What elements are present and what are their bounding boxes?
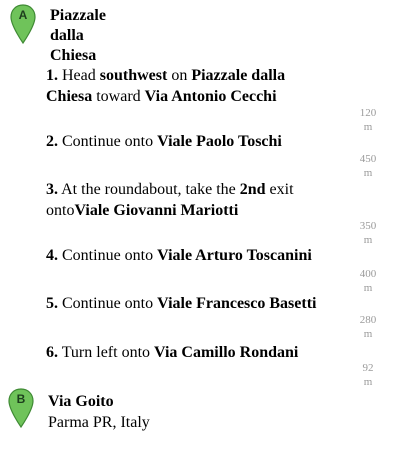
end-location-address: Parma PR, Italy (48, 414, 150, 431)
step-number: 5. (46, 295, 58, 312)
start-name-line: dalla (50, 27, 84, 44)
step-text: exit (265, 181, 294, 198)
distance-value: 120 (359, 107, 377, 119)
start-name-line: Piazzale (50, 7, 106, 24)
direction-step-2 (46, 131, 346, 152)
step-text: Continue onto (58, 295, 158, 312)
step-exit: 2nd (239, 181, 266, 198)
end-marker-letter: B (16, 392, 26, 406)
distance-value: 92 (362, 362, 374, 374)
direction-step-4 (46, 245, 346, 266)
step-number: 3. (46, 181, 58, 198)
step-street: Viale Paolo Toschi (157, 133, 282, 150)
step-street: Via Camillo Rondani (154, 344, 299, 361)
step-street: Viale Giovanni Mariotti (74, 202, 239, 219)
start-location-name (50, 6, 150, 66)
direction-step-5 (46, 293, 346, 314)
distance-unit: m (363, 376, 373, 388)
direction-step-1 (46, 65, 346, 107)
step-street: Via Antonio Cecchi (144, 88, 277, 105)
distance-value: 450 (359, 153, 377, 165)
distance-unit: m (363, 121, 373, 133)
distance-unit: m (363, 328, 373, 340)
start-marker-letter: A (18, 8, 28, 22)
direction-step-6 (46, 342, 346, 363)
step-text: Turn left onto (58, 344, 155, 361)
step-number: 6. (46, 344, 58, 361)
end-location-name: Via Goito (48, 393, 114, 410)
start-name-line: Chiesa (50, 47, 97, 64)
step-4-distance (348, 267, 388, 295)
step-street: Chiesa (46, 88, 93, 105)
step-number: 2. (46, 133, 58, 150)
distance-unit: m (363, 234, 373, 246)
step-text: At the roundabout, take the (58, 181, 240, 198)
step-1-distance (348, 106, 388, 134)
end-marker-icon (8, 388, 34, 428)
step-text: toward (92, 88, 145, 105)
step-number: 4. (46, 247, 58, 264)
step-direction: southwest (99, 67, 168, 84)
step-number: 1. (46, 67, 58, 84)
distance-unit: m (363, 282, 373, 294)
step-text: onto (46, 202, 75, 219)
distance-value: 280 (359, 314, 377, 326)
step-street: Viale Francesco Basetti (157, 295, 317, 312)
end-location (48, 391, 150, 433)
step-6-distance (348, 361, 388, 389)
step-5-distance (348, 313, 388, 341)
step-text: on (167, 67, 192, 84)
step-street: Viale Arturo Toscanini (157, 247, 312, 264)
start-marker-icon (10, 4, 36, 44)
step-text: Head (58, 67, 100, 84)
step-text: Continue onto (58, 133, 158, 150)
distance-unit: m (363, 167, 373, 179)
step-3-distance (348, 219, 388, 247)
step-text: Continue onto (58, 247, 158, 264)
step-street: Piazzale dalla (191, 67, 286, 84)
direction-step-3 (46, 179, 346, 221)
distance-value: 350 (359, 220, 377, 232)
step-2-distance (348, 152, 388, 180)
distance-value: 400 (359, 268, 377, 280)
